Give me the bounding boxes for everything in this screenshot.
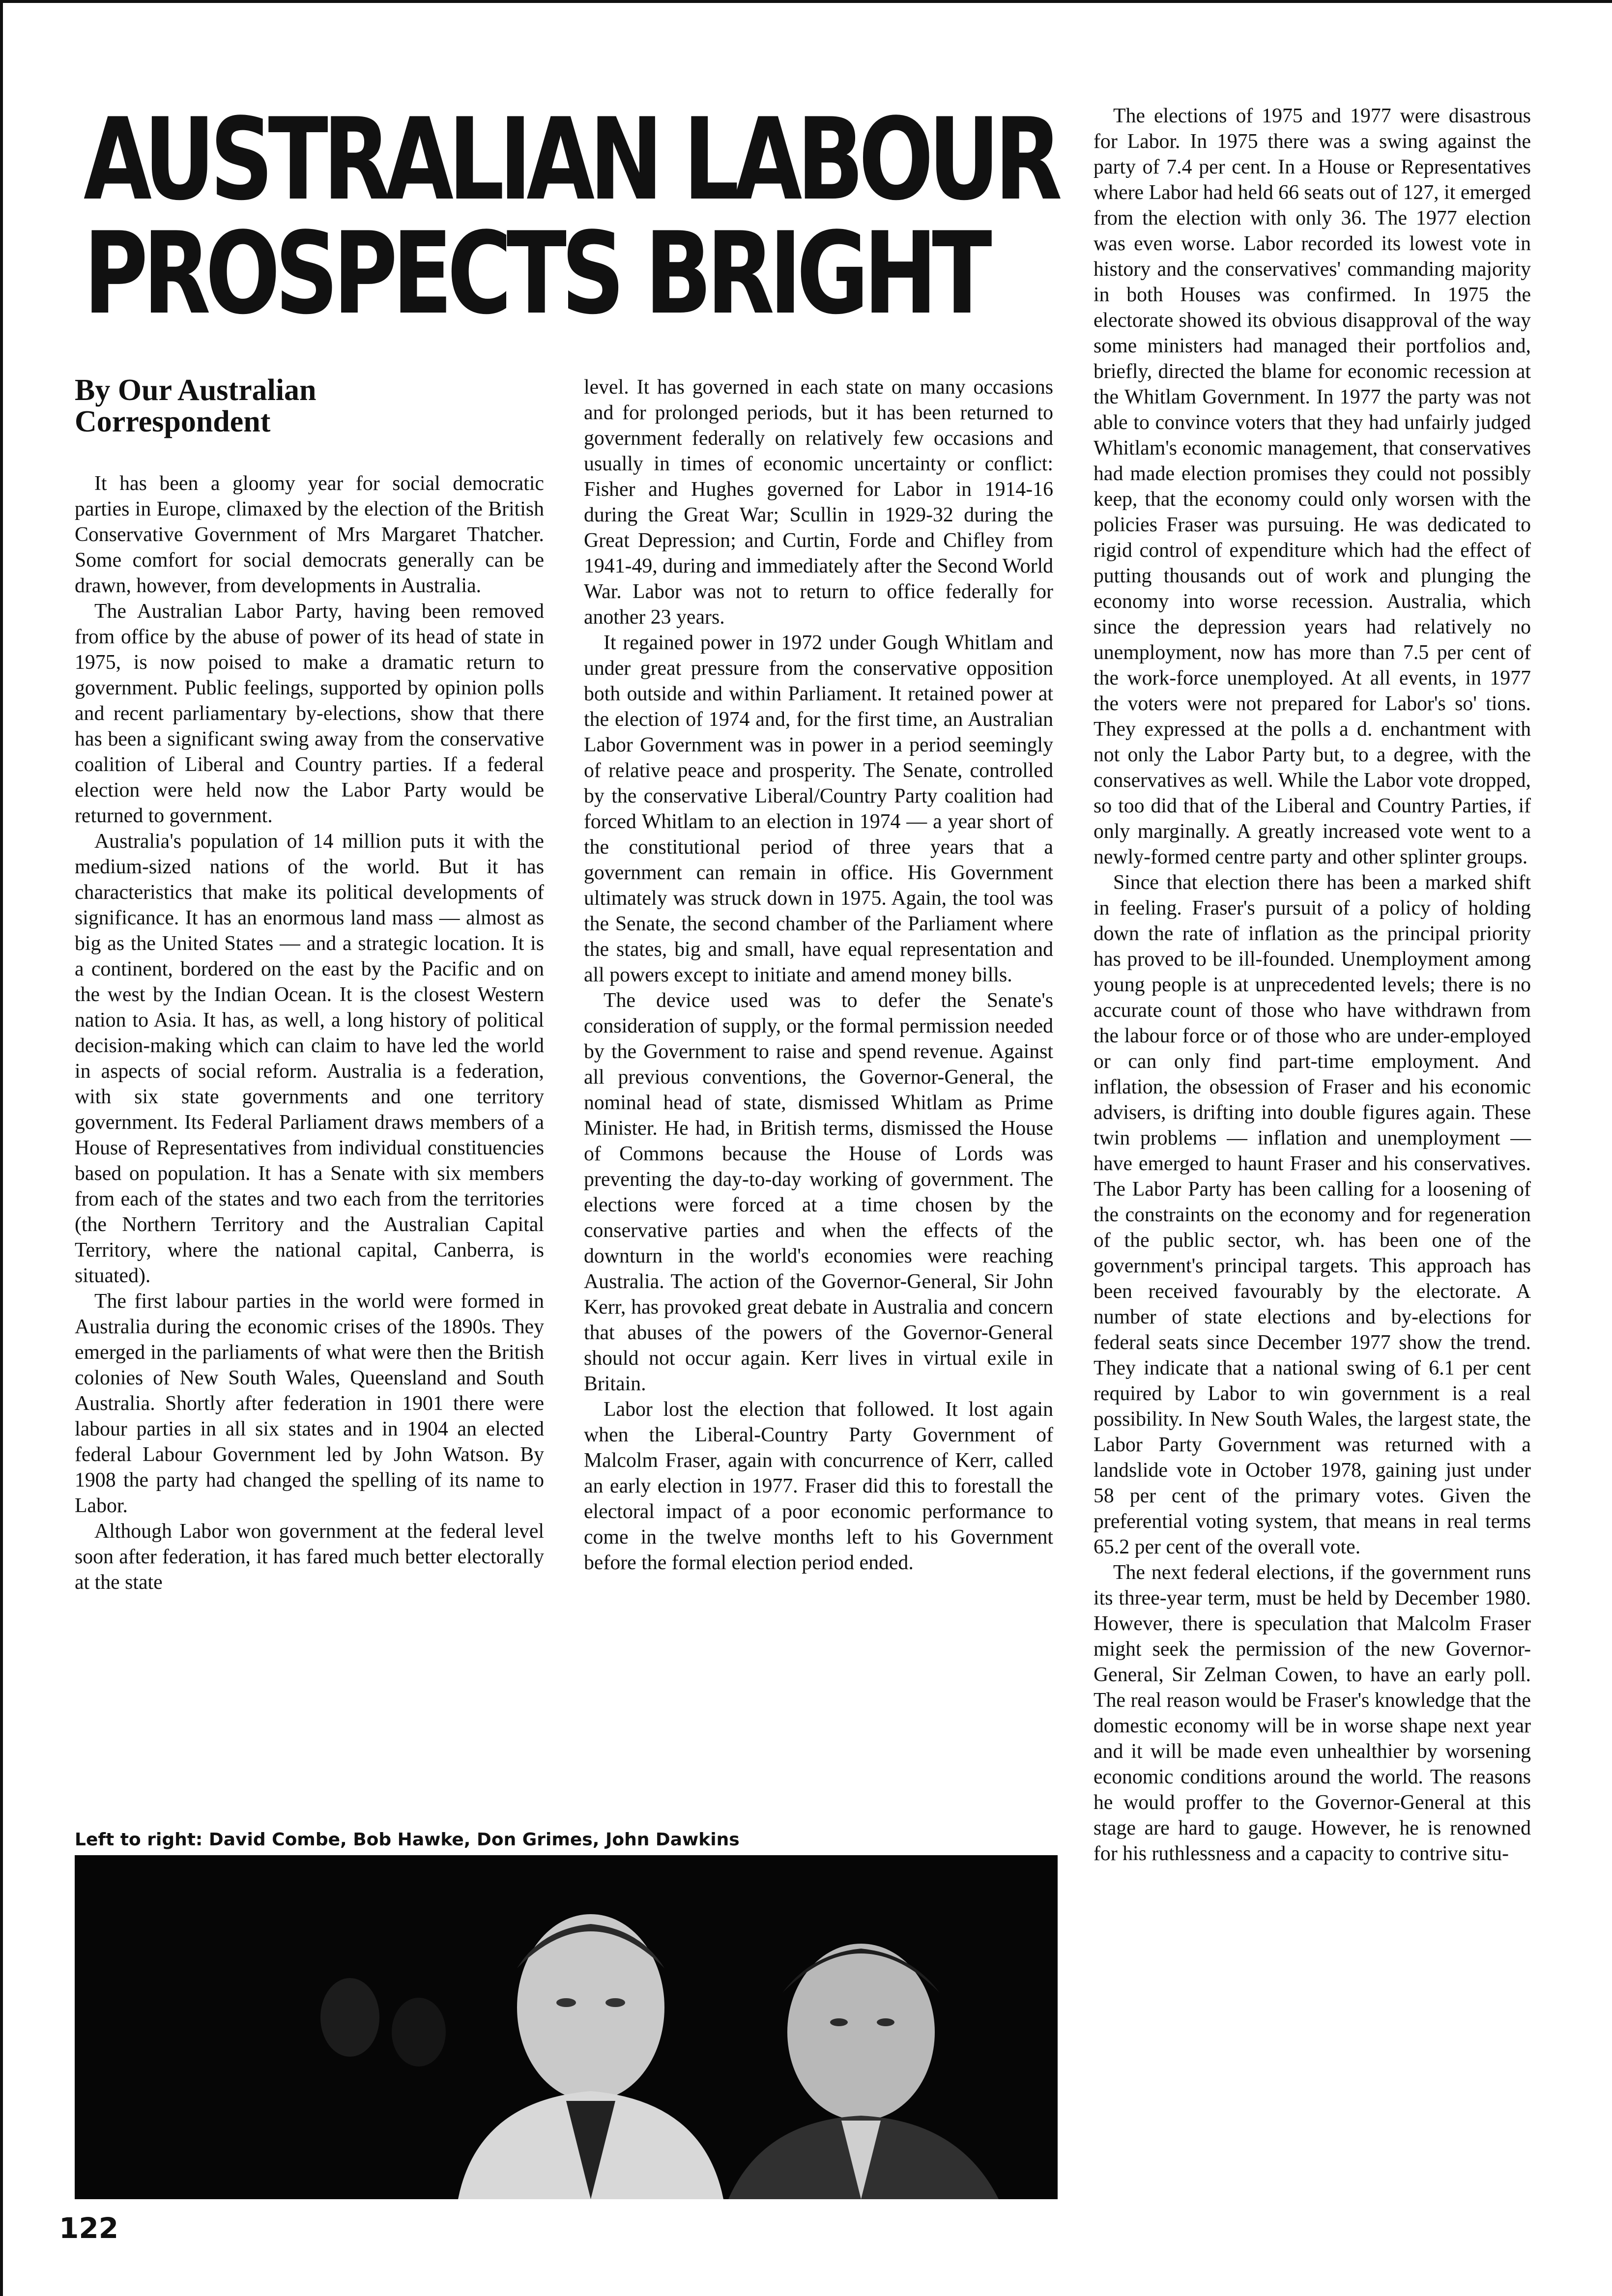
byline-line-2: Correspondent bbox=[75, 405, 271, 438]
top-border-rule bbox=[0, 0, 1612, 3]
article-column-2 bbox=[584, 374, 1053, 1576]
headline-line-2: PROSPECTS BRIGHT bbox=[84, 208, 987, 340]
byline-line-1: By Our Australian bbox=[75, 373, 317, 407]
paragraph: It has been a gloomy year for social democratic parties in Europe, climaxed by the election of the British Conservative Government of Mrs Margaret Thatcher. Some comfort for social democrats generally can be drawn, however, from developments in Australia. bbox=[75, 472, 544, 597]
headline bbox=[84, 94, 1057, 340]
group-photo bbox=[75, 1855, 1058, 2199]
photo-illustration bbox=[75, 1855, 1058, 2199]
paragraph: The elections of 1975 and 1977 were disastrous for Labor. In 1975 there was a swing against the party of 7.4 per cent. In a House or Representatives where Labor had held 66 seats out of 127, it emerged from the election with only 36. The 1977 election was even worse. Labor recorded its lowest vote in history and the conservatives' commanding majority in both Houses was confirmed. In 1975 the electorate showed its obvious disapproval of the way some ministers had managed their portfolios and, briefly, directed the blame for economic recession at the Whitlam Government. In 1977 the party was not able to convince voters that they had unfairly judged Whitlam's economic management, that conservatives had made election promises they could not possibly keep, that the economy could only worsen with the policies Fraser was pursuing. He was dedicated to rigid control of expenditure which had the effect of putting thousands out of work and plunging the economy into worse recession. Australia, which since the depression years had relatively no unemployment, now has more than 7.5 per cent of the work-force unemployed. At all events, in 1977 the voters were not prepared for Labor's so' tions. They expressed at the polls a d. enchantment with not only the Labor Party but, to a degree, with the conservatives as well. While the Labor vote dropped, so too did that of the Liberal and Country Parties, if only marginally. A greatly increased vote went to a newly-formed centre party and other splinter groups. bbox=[1094, 105, 1531, 868]
article-column-1 bbox=[75, 471, 544, 1595]
paragraph: It regained power in 1972 under Gough Whitlam and under great pressure from the conservative opposition both outside and within Parliament. It retained power at the election of 1974 and, for the first time, an Australian Labor Government was in power in a period seemingly of relative peace and prosperity. The Senate, controlled by the conservative Liberal/Country Party coalition had forced Whitlam to an election in 1974 — a year short of the constitutional period of three years that a government can remain in office. His Government ultimately was struck down in 1975. Again, the tool was the Senate, the second chamber of the Parliament where the states, big and small, have equal representation and all powers except to initiate and amend money bills. bbox=[584, 631, 1053, 986]
headline-line-1: AUSTRALIAN LABOUR bbox=[84, 94, 1057, 226]
paragraph: The first labour parties in the world were formed in Australia during the economic crises of the 1890s. They emerged in the parliaments of what were then the British colonies of New South Wales, Queensland and South Australia. Shortly after federation in 1901 there were labour parties in all six states and in 1904 an elected federal Labour Government led by John Watson. By 1908 the party had changed the spelling of its name to Labor. bbox=[75, 1290, 544, 1517]
article-column-3 bbox=[1094, 103, 1531, 1866]
left-border-rule bbox=[0, 0, 3, 2296]
paragraph: The device used was to defer the Senate's consideration of supply, or the formal permission needed by the Government to raise and spend revenue. Against all previous conventions, the Governor-General, the nominal head of state, dismissed Whitlam as Prime Minister. He had, in British terms, dismissed the House of Commons because the House of Lords was preventing the day-to-day working of government. The elections were forced at a time chosen by the conservative parties and when the effects of the downturn in the world's economies were reaching Australia. The action of the Governor-General, Sir John Kerr, has provoked great debate in Australia and concern that abuses of the powers of the Governor-General should not occur again. Kerr lives in virtual exile in Britain. bbox=[584, 989, 1053, 1395]
paragraph: level. It has governed in each state on many occasions and for prolonged periods, but it has been returned to government federally on relatively few occasions and usually in times of economic uncertainty or conflict: Fisher and Hughes governed for Labor in 1914-16 during the Great War; Scullin in 1929-32 during the Great Depression; and Curtin, Forde and Chifley from 1941-49, during and immediately after the Second World War. Labor was not to return to office federally for another 23 years. bbox=[584, 376, 1053, 629]
paragraph: Since that election there has been a marked shift in feeling. Fraser's pursuit of a policy of holding down the rate of inflation as the principal priority has proved to be ill-founded. Unemployment among young people is at unprecedented levels; there is no accurate count of those who have withdrawn from the labour force or of those who are under-employed or can only find part-time employment. And inflation, the obsession of Fraser and his economic advisers, is drifting into double figures again. These twin problems — inflation and unemployment — have emerged to haunt Fraser and his conservatives. The Labor Party has been calling for a loosening of the constraints on the economy and for regeneration of the public sector, wh. has been one of the government's principal targets. This approach has been received favourably by the electorate. A number of state elections and by-elections for federal seats since December 1977 show the trend. They indicate that a national swing of 6.1 per cent required by Labor to win government is a real possibility. In New South Wales, the largest state, the Labor Party Government was returned with a landslide vote in October 1978, gaining just under 58 per cent of the primary votes. Given the preferential voting system, that means in real terms 65.2 per cent of the overall vote. bbox=[1094, 871, 1531, 1558]
byline bbox=[75, 374, 419, 437]
page-number: 122 bbox=[59, 2211, 119, 2245]
paragraph: Although Labor won government at the federal level soon after federation, it has fared much better electorally at the state bbox=[75, 1520, 544, 1594]
photo-caption: Left to right: David Combe, Bob Hawke, Don Grimes, John Dawkins bbox=[75, 1830, 740, 1850]
paragraph: The Australian Labor Party, having been removed from office by the abuse of power of its head of state in 1975, is now poised to make a dramatic return to government. Public feelings, supported by opinion polls and recent parliamentary by-elections, show that there has been a significant swing away from the conservative coalition of Liberal and Country parties. If a federal election were held now the Labor Party would be returned to government. bbox=[75, 600, 544, 827]
paragraph: Labor lost the election that followed. It lost again when the Liberal-Country Party Government of Malcolm Fraser, again with concurrence of Kerr, called an early election in 1977. Fraser did this to forestall the electoral impact of a poor economic performance to come in the twelve months left to his Government before the formal election period ended. bbox=[584, 1398, 1053, 1574]
paragraph: Australia's population of 14 million puts it with the medium-sized nations of the world. But it has characteristics that make its political developments of significance. It has an enormous land mass — almost as big as the United States — and a strategic location. It is a continent, bordered on the east by the Pacific and on the west by the Indian Ocean. It is the closest Western nation to Asia. It has, as well, a long history of political decision-making which can claim to have led the world in aspects of social reform. Australia is a federation, with six state governments and one territory government. Its Federal Parliament draws members of a House of Representatives from individual constituencies based on population. It has a Senate with six members from each of the states and two each from the territories (the Northern Territory and the Australian Capital Territory, where the national capital, Canberra, is situated). bbox=[75, 830, 544, 1287]
paragraph: The next federal elections, if the government runs its three-year term, must be held by December 1980. However, there is speculation that Malcolm Fraser might seek the permission of the new Governor-General, Sir Zelman Cowen, to have an early poll. The real reason would be Fraser's knowledge that the domestic economy will be in worse shape next year and it will be made even unhealthier by worsening economic conditions around the world. The reasons he would proffer to the Governor-General at this stage are hard to gauge. However, he is renowned for his ruthlessness and a capacity to contrive situ- bbox=[1094, 1561, 1531, 1865]
